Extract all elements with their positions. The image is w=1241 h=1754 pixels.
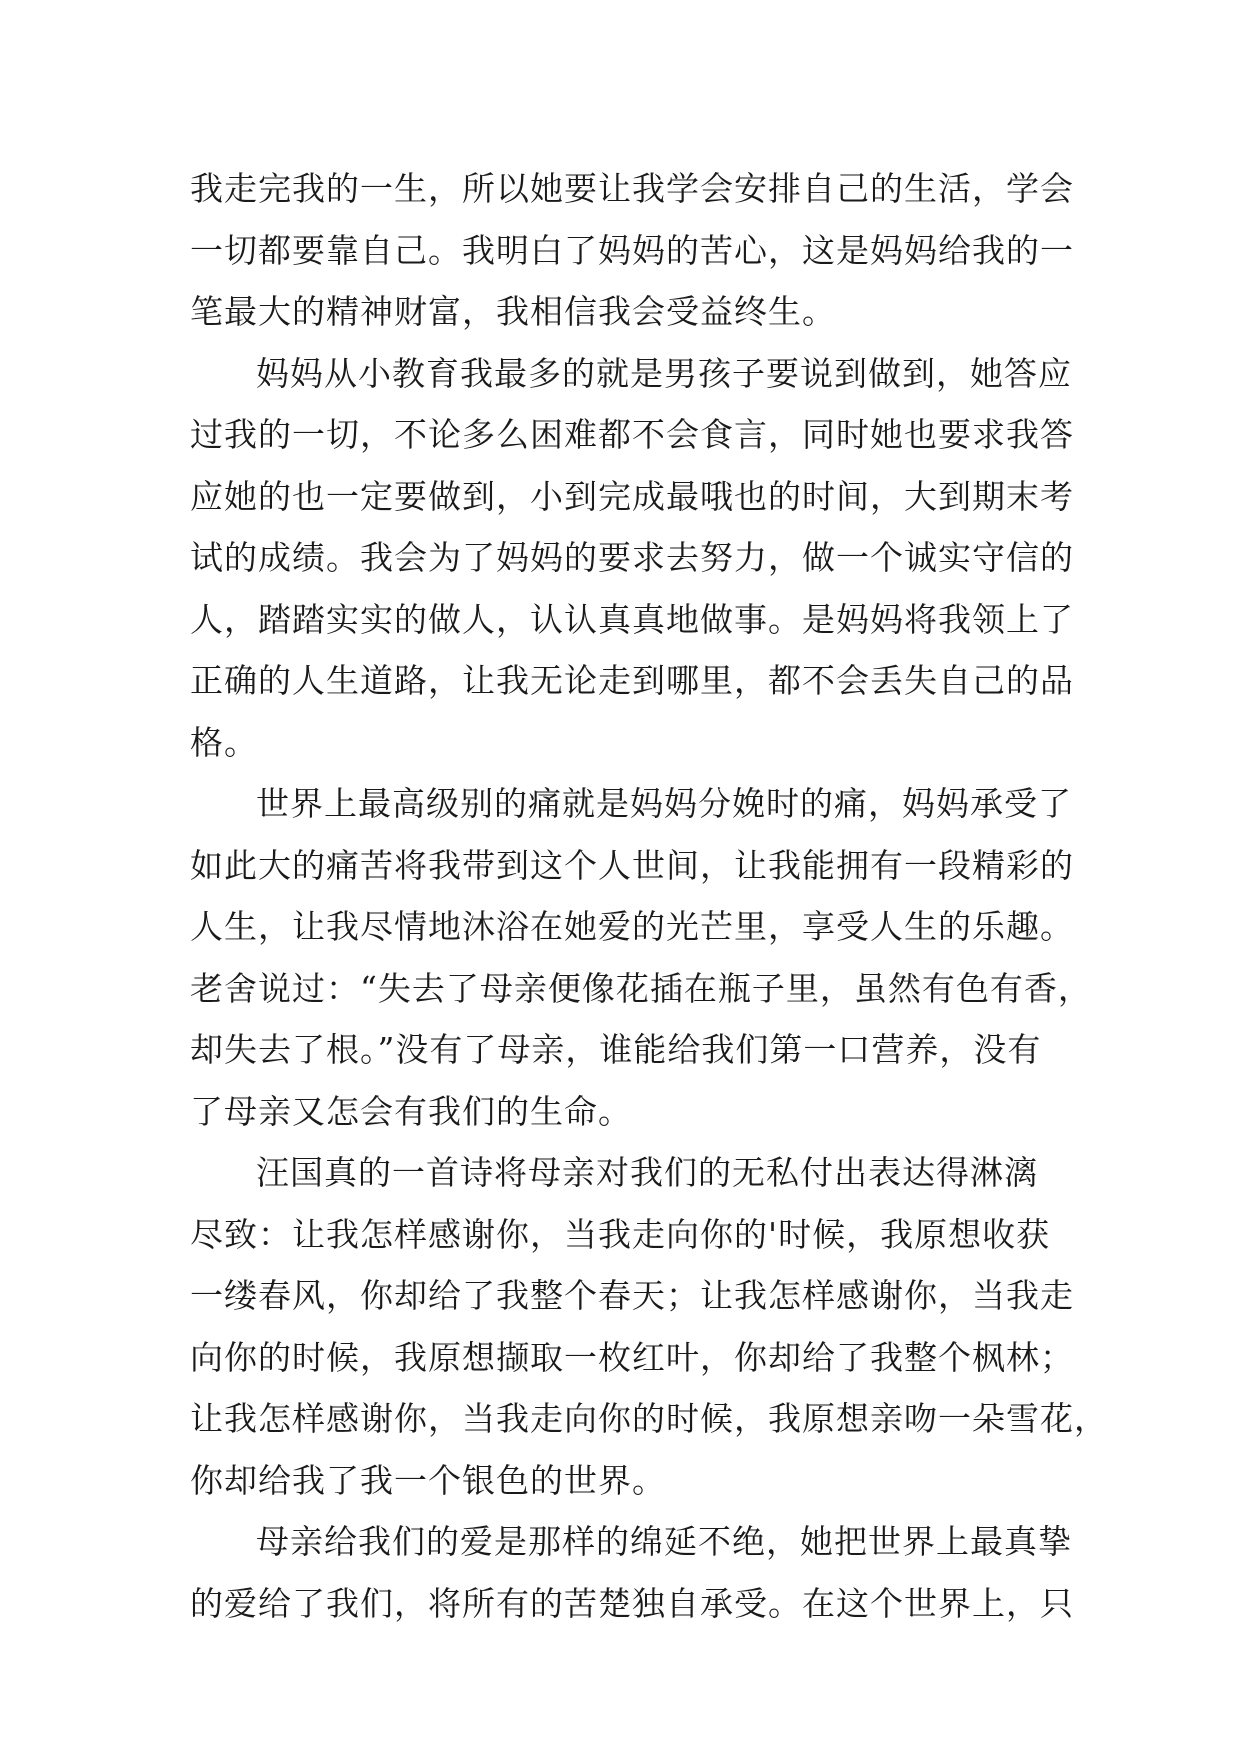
text-line: 人，踏踏实实的做人，认认真真地做事。是妈妈将我领上了 <box>190 599 1074 639</box>
text-line: 应她的也一定要做到，小到完成最哦也的时间，大到期末考 <box>190 476 1074 516</box>
text-line: 让我怎样感谢你，当我走向你的时候，我原想亲吻一朵雪花， <box>190 1399 1108 1438</box>
text-line: 的爱给了我们，将所有的苦楚独自承受。在这个世界上，只 <box>190 1583 1074 1623</box>
text-line: 老舍说过：“失去了母亲便像花插在瓶子里，虽然有色有香， <box>190 968 1092 1008</box>
text-line: 一缕春风，你却给了我整个春天；让我怎样感谢你，当我走 <box>190 1276 1074 1315</box>
text-line: 汪国真的一首诗将母亲对我们的无私付出表达得淋漓 <box>256 1153 1038 1192</box>
text-line: 了母亲又怎会有我们的生命。 <box>190 1091 632 1131</box>
document-body <box>190 158 1108 1634</box>
text-line: 母亲给我们的爱是那样的绵延不绝，她把世界上最真挚 <box>256 1522 1072 1561</box>
text-line: 笔最大的精神财富，我相信我会受益终生。 <box>190 292 836 331</box>
text-line: 却失去了根。”没有了母亲，谁能给我们第一口营养，没有 <box>190 1030 1042 1069</box>
text-line: 人生，让我尽情地沐浴在她爱的光芒里，享受人生的乐趣。 <box>190 907 1074 946</box>
text-line: 妈妈从小教育我最多的就是男孩子要说到做到，她答应 <box>256 353 1072 393</box>
text-line: 正确的人生道路，让我无论走到哪里，都不会丢失自己的品 <box>190 661 1074 700</box>
text-line: 世界上最高级别的痛就是妈妈分娩时的痛，妈妈承受了 <box>256 784 1072 823</box>
text-line: 如此大的痛苦将我带到这个人世间，让我能拥有一段精彩的 <box>190 845 1074 885</box>
text-line: 过我的一切，不论多么困难都不会食言，同时她也要求我答 <box>190 415 1074 454</box>
text-line: 一切都要靠自己。我明白了妈妈的苦心，这是妈妈给我的一 <box>190 230 1074 270</box>
text-line: 试的成绩。我会为了妈妈的要求去努力，做一个诚实守信的 <box>190 538 1074 577</box>
text-line: 尽致：让我怎样感谢你，当我走向你的'时候，我原想收获 <box>190 1214 1051 1254</box>
text-line: 我走完我的一生，所以她要让我学会安排自己的生活，学会 <box>190 169 1074 208</box>
text-line: 你却给我了我一个银色的世界。 <box>190 1460 666 1500</box>
text-line: 向你的时候，我原想撷取一枚红叶，你却给了我整个枫林； <box>190 1337 1074 1377</box>
text-line: 格。 <box>190 722 258 762</box>
